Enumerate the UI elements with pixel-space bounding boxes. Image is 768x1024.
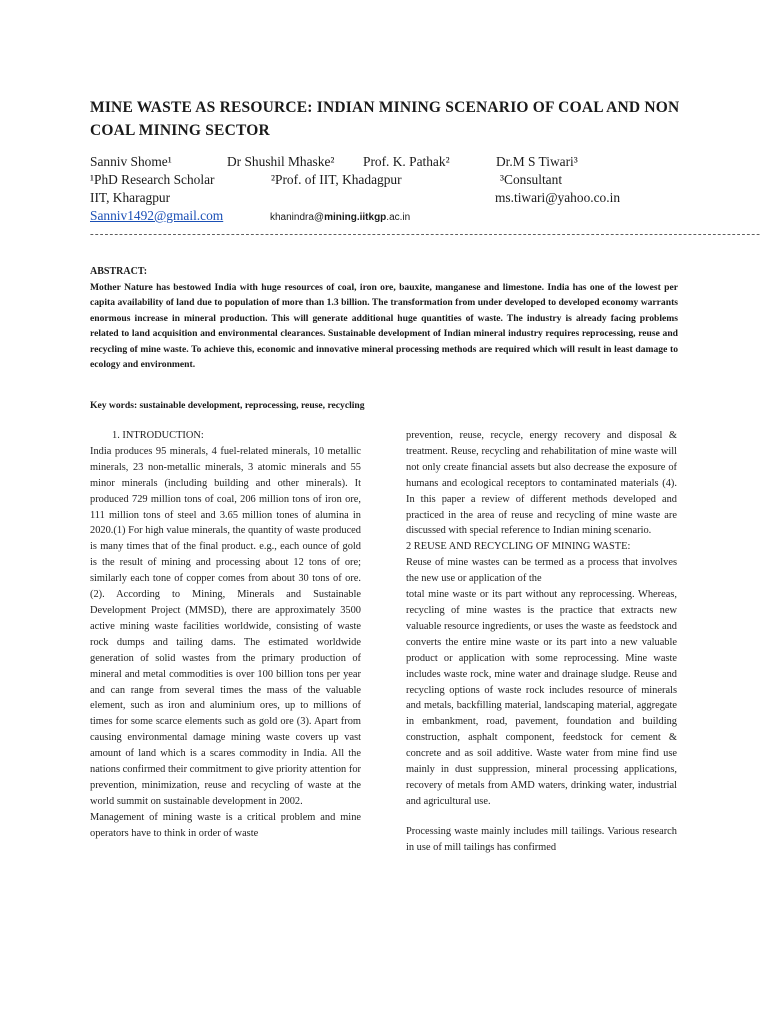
keywords-line: Key words: sustainable development, reprocessing, reuse, recycling	[90, 400, 365, 411]
email-khanindra[interactable]	[270, 209, 410, 227]
location-row	[90, 189, 690, 207]
email-link-shome[interactable]: Sanniv1492@gmail.com	[90, 208, 224, 223]
abstract-section	[90, 264, 678, 373]
affiliation-3: ³Consultant	[500, 172, 563, 187]
reuse-paragraph-1: Reuse of mine wastes can be termed as a process that involves the new use or application of the	[406, 557, 677, 585]
processing-waste-paragraph: Processing waste mainly includes mill tailings. Various research in use of mill tailings has confirmed	[406, 825, 677, 853]
email-khanindra-domain: mining.iitkgp	[324, 212, 387, 223]
paragraph-gap	[406, 810, 677, 824]
affiliation-row	[90, 171, 690, 189]
author-names-row	[90, 153, 690, 171]
email-row	[90, 207, 690, 225]
email-khanindra-user: khanindra@	[270, 212, 325, 223]
intro-continuation: prevention, reuse, recycle, energy recovery and disposal & treatment. Reuse, recycling and rehabilitation of mine waste will not only create financial assets but also decrease the exposure of humans and ecological receptors to contaminated materials (4). In this paper a review of different methods developed and practiced in the area of reuse and recycling of mine waste are discussed with special reference to Indian mining scenario.	[406, 430, 677, 537]
author-4: Dr.M S Tiwari³	[496, 154, 578, 169]
email-tiwari[interactable]: ms.tiwari@yahoo.co.in	[495, 190, 621, 205]
author-3: Prof. K. Pathak²	[363, 154, 450, 169]
affiliation-1: ¹PhD Research Scholar	[90, 172, 215, 187]
paper-title: MINE WASTE AS RESOURCE: INDIAN MINING SCENARIO OF COAL AND NON COAL MINING SECTOR	[90, 99, 680, 139]
right-column	[406, 428, 677, 856]
author-block	[90, 153, 690, 225]
abstract-heading: ABSTRACT:	[90, 266, 148, 277]
left-column	[90, 428, 361, 842]
intro-heading: 1. INTRODUCTION:	[112, 430, 204, 441]
reuse-heading: 2 REUSE AND RECYCLING OF MINING WASTE:	[406, 541, 631, 553]
abstract-text: Mother Nature has bestowed India with huge resources of coal, iron ore, bauxite, manganese and limestone. India has one of the lowest per capita availability of land due to population of more than 1.3 billion. The transformation from under developed to developed economy warrants enormous increase in mineral production. This will generate additional huge quantities of waste. The industry is already facing problems related to land acquisition and environmental clearances. Sustainable development of Indian mineral industry requires reprocessing, reuse and recycling of mine waste. To achieve this, economic and innovative mineral processing methods are required which will result in least damage to ecology and environment.	[90, 281, 678, 370]
author-2: Dr Shushil Mhaske²	[227, 154, 335, 169]
intro-paragraph-1: India produces 95 minerals, 4 fuel-related minerals, 10 metallic minerals, 23 non-metallic minerals, 3 atomic minerals and 55 minor minerals (including building and other minerals). It produced 729 million tons of coal, 206 million tons of iron ore, 111 million tons of steel and 3.65 million tones of alumina in 2020.(1) For high value minerals, the quantity of waste produced is many times that of the final product. e.g., each ounce of gold is the result of mining and processing about 12 tons of ore; similarly each tone of copper comes from about 30 tons of ore. (2). According to Mining, Minerals and Sustainable Development Project (MMSD), there are approximately 3500 active mining waste facilities worldwide, consisting of waste rock dumps and tailing dams. The estimated worldwide generation of solid wastes from the primary production of mineral and metal commodities is over 100 billion tons per year and can range from several times the mass of the valuable element, such as iron and aluminium ores, up to millions of times for some scarce elements such as gold ore (3). Apart from causing environmental damage mining waste covers up vast amount of land which is a scares commodity in India. All the nations confirmed their commitment to give priority attention for prevention, minimization, reuse and recycling of waste at the world summit on sustainable development in 2002.	[90, 445, 361, 807]
email-khanindra-tld: .ac.in	[386, 212, 411, 223]
intro-paragraph-2: Management of mining waste is a critical problem and mine operators have to think in order of waste	[90, 811, 361, 839]
location-1: IIT, Kharagpur	[90, 190, 171, 205]
affiliation-2: ²Prof. of IIT, Khadagpur	[271, 172, 402, 187]
author-1: Sanniv Shome¹	[90, 154, 172, 169]
dashed-divider: ------------------------------------------------------------------------------------------------------------------------------------------	[90, 228, 762, 240]
reuse-paragraph-2: total mine waste or its part without any reprocessing. Whereas, recycling of mine wastes is the practice that extracts new valuable resource ingredients, or uses the waste as feedstock and converts the entire mine waste or its part into a new valuable product or application with some reprocessing. Mine waste includes waste rock, mine water and drainage sludge. Reuse and recycling options of waste rock includes resource of minerals and metals, backfilling material, landscaping material, aggregate in embankment, road, pavement, foundation and building construction, asphalt component, feedstock for cement & concrete and as soil additive. Waste water from mine find use mainly in dust suppression, mineral processing applications, recovery of metals from AMD waters, drinking water, industrial and agricultural use.	[406, 589, 677, 807]
